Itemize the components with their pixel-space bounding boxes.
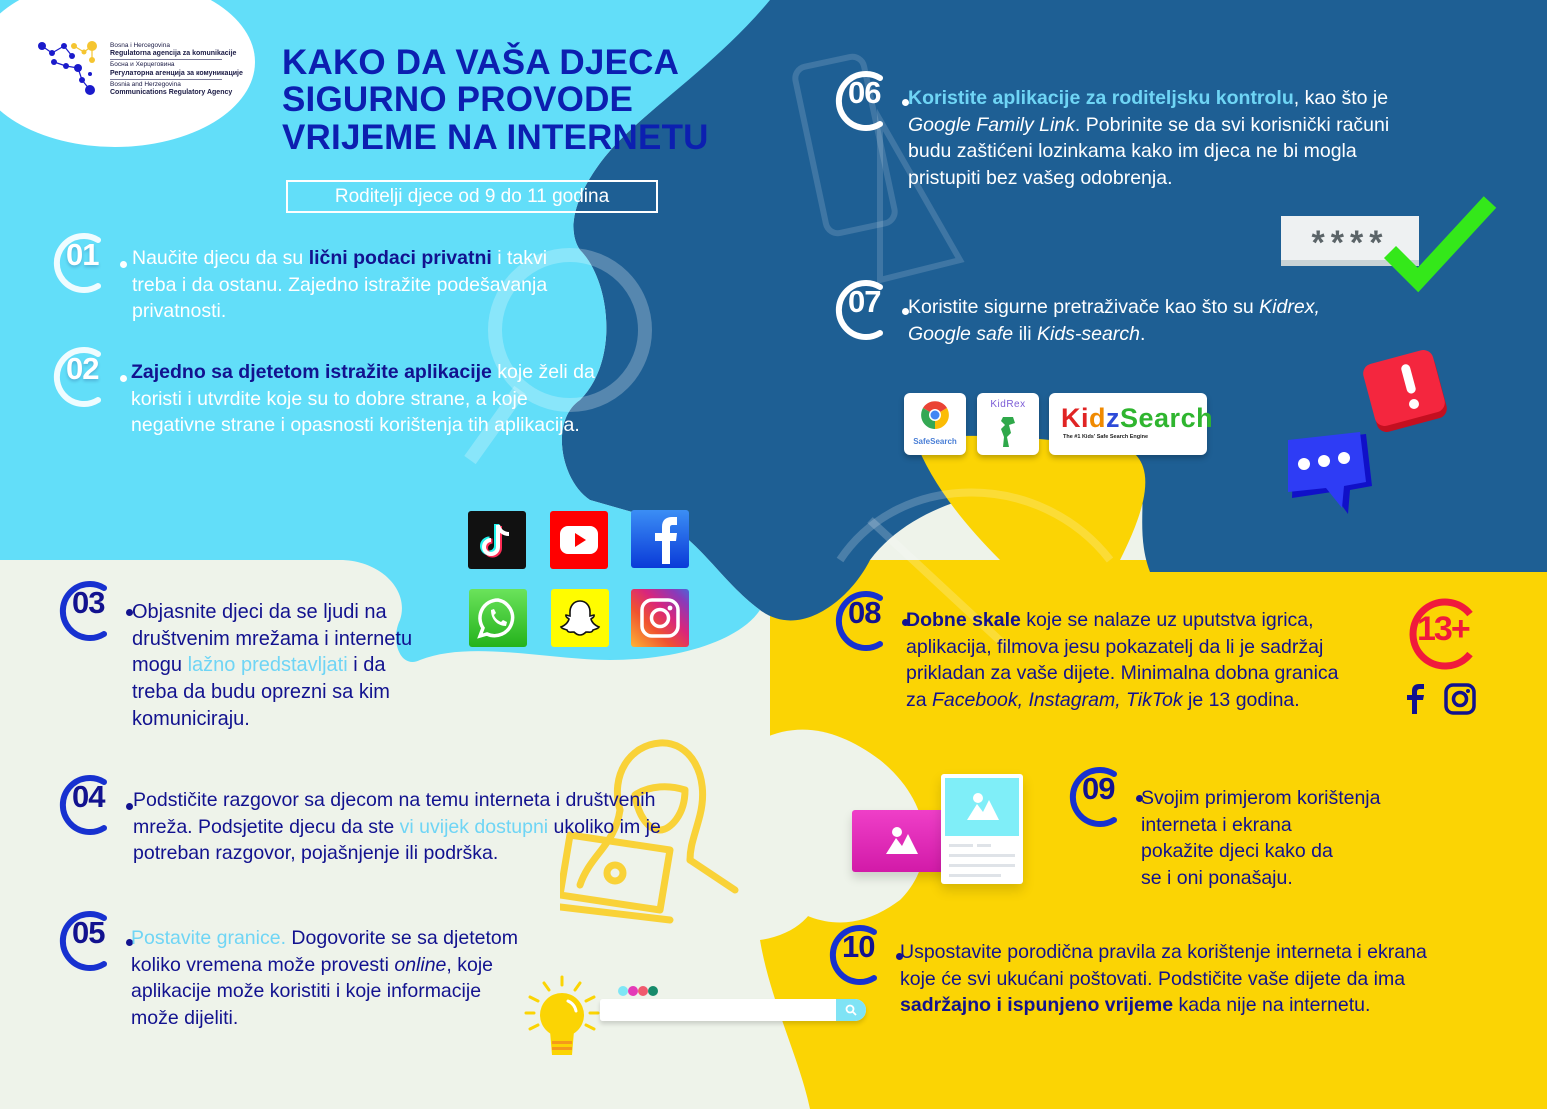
tip-09-line-2: interneta i ekrana: [1141, 813, 1292, 836]
article-image-card: [941, 774, 1023, 884]
logo-line-4: Регулаторна агенција за комуникације: [110, 69, 243, 77]
tip-05-text-b: Dogovorite se sa djetetom koliko vremena može provesti: [131, 927, 518, 976]
tip-08-number: 08: [848, 595, 881, 630]
tip-04-text: [133, 787, 707, 867]
tip-01-number: 01: [66, 237, 99, 272]
tip-03-number-badge: [52, 576, 132, 646]
tip-05-number-badge: [52, 906, 132, 976]
tip-08-text-d: je 13 godina.: [1182, 689, 1300, 712]
title-line-1: KAKO DA VAŠA DJECA: [282, 43, 680, 82]
kidzsearch-card: [1049, 393, 1214, 455]
tip-10-highlight: sadržajno i ispunjeno vrijeme: [900, 994, 1174, 1017]
red-alert-icon: [1360, 350, 1460, 440]
logo-line-6: Communications Regulatory Agency: [110, 89, 233, 97]
tip-07-text-e: .: [1139, 322, 1146, 345]
image-mountain-icon: [965, 790, 1001, 822]
tip-08-highlight: Dobne skale: [906, 609, 1021, 631]
number-dot: [126, 803, 133, 810]
age-13-plus-badge: [1400, 594, 1486, 674]
number-dot: [120, 261, 127, 268]
search-bar-illustration: [600, 999, 866, 1021]
tip-06-text: [908, 85, 1408, 192]
tip-03-text-c: i da treba da budu oprezni sa kim komuniciraju.: [132, 654, 390, 730]
tiktok-app-icon: [468, 511, 526, 569]
tip-06-italic: Google Family Link: [908, 113, 1075, 136]
image-mountain-icon: [884, 824, 920, 856]
tip-04-number: 04: [72, 779, 105, 814]
tip-09-line-3: pokažite djeci kako da: [1141, 840, 1333, 863]
tip-07-italic-1: Kidrex, Google safe: [908, 296, 1320, 345]
tip-10-text-a: Uspostavite porodična pravila za korištenje interneta i ekrana koje će svi ukućani poštovati. Podstičite vaše dijete da ima: [900, 941, 1427, 990]
facebook-app-icon: [631, 510, 689, 568]
tip-09-number-badge: [1062, 762, 1142, 832]
chrome-logo-icon: [921, 401, 949, 429]
tip-02-highlight: Zajedno sa djetetom istražite aplikacije: [131, 361, 492, 383]
instagram-outline-icon: [1443, 682, 1477, 716]
green-checkmark-icon: [1380, 190, 1500, 295]
youtube-app-icon: [550, 511, 608, 569]
tip-02-number-badge: [46, 342, 126, 412]
facebook-f-icon: [1405, 682, 1427, 714]
tip-08-italic: Facebook, Instagram, TikTok: [932, 689, 1183, 712]
tip-06-number: 06: [848, 75, 881, 110]
search-icon: [836, 999, 866, 1021]
tip-06-text-d: . Pobrinite se da svi korisnički računi budu zaštićeni lozinkama kako im djeca ne bi mogla pristupiti bez vašeg odobrenja.: [908, 113, 1390, 190]
cra-logo: [34, 38, 264, 98]
kidzsearch-logo: KidzSearch: [1061, 403, 1214, 433]
tip-03-text: [132, 599, 422, 733]
kidrex-label: KidRex: [990, 399, 1026, 410]
kidrex-card: [977, 393, 1039, 455]
network-dots-logo-icon: [34, 38, 114, 98]
tip-02-text-b: koje želi da koristi i utvrdite koje su to dobre strane, a koje negativne strane i opasnosti korištenja tih aplikacija.: [131, 361, 595, 437]
logo-line-2: Regulatorna agencija za komunikacije: [110, 50, 237, 58]
tip-04-number-badge: [52, 770, 132, 840]
tip-09-line-4: se i oni ponašaju.: [1141, 867, 1293, 890]
tip-10-number-badge: [822, 920, 902, 990]
tip-02-text: [131, 359, 609, 439]
tip-05-number: 05: [72, 915, 105, 950]
tip-07-number-badge: [828, 275, 908, 345]
tip-01-highlight: lični podaci privatni: [308, 247, 492, 269]
color-dots-decoration: [618, 986, 663, 996]
logo-divider: [110, 59, 222, 60]
audience-subtitle: Roditelji djece od 9 do 11 godina: [286, 180, 658, 213]
kidrex-dino-icon: [999, 415, 1017, 449]
tip-04-text-a: Podstičite razgovor sa djecom na temu interneta i društvenih mreža. Podsjetite djecu da ste: [133, 789, 656, 838]
chat-bubble-icon: [1284, 428, 1379, 518]
tip-02-number: 02: [66, 351, 99, 386]
tip-03-highlight: lažno predstavljati: [187, 654, 348, 677]
title-line-2: SIGURNO PROVODE: [282, 80, 634, 120]
tip-05-highlight: Postavite granice.: [131, 927, 287, 949]
logo-line-3: Босна и Херцеговина: [110, 61, 175, 69]
tip-03-text-a: Objasnite djeci da se ljudi na društvenim mrežama i internetu mogu: [132, 601, 413, 677]
tip-08-text-b: koje se nalaze uz uputstva igrica, aplikacija, filmova jesu pokazatelj da li je sadržaj prikladan za vaše dijete. Minimalna dobna granica za: [906, 609, 1339, 712]
tip-08-number-badge: [828, 586, 908, 656]
tip-05-text-d: , koje aplikacije može koristiti i koje informacije može dijeliti.: [131, 953, 494, 1030]
safesearch-label: SafeSearch: [913, 437, 957, 446]
safesearch-card: [904, 393, 966, 455]
tip-09-text: [1141, 785, 1461, 892]
tip-05-italic: online: [394, 953, 447, 976]
tip-09-number: 09: [1082, 771, 1115, 806]
pink-image-card: [852, 810, 950, 872]
snapchat-app-icon: [551, 589, 609, 647]
logo-line-5: Bosnia and Herzegovina: [110, 80, 181, 88]
tip-07-text-a: Koristite sigurne pretraživače kao što su: [908, 296, 1260, 318]
tip-04-highlight: vi uvijek dostupni: [399, 815, 549, 838]
tip-10-text-c: kada nije na internetu.: [1173, 994, 1371, 1017]
kidzsearch-tagline: The #1 Kids' Safe Search Engine: [1063, 434, 1149, 440]
page-title: [282, 44, 742, 156]
tip-09-line-1: Svojim primjerom korištenja: [1141, 787, 1381, 809]
tip-06-number-badge: [828, 66, 908, 136]
logo-line-1: Bosna i Hercegovina: [110, 42, 170, 49]
tip-01-text: [132, 245, 582, 325]
number-dot: [120, 375, 127, 382]
logo-divider: [110, 79, 222, 80]
whatsapp-app-icon: [469, 589, 527, 647]
tip-07-text: [908, 294, 1328, 347]
tip-08-text: [906, 607, 1346, 714]
instagram-app-icon: [631, 589, 689, 647]
tip-07-text-c: ili: [1013, 322, 1037, 345]
tip-04-text-c: ukoliko im je potreban razgovor, pojašnjenje ili podrška.: [133, 815, 661, 865]
tip-10-number: 10: [842, 929, 875, 964]
article-image-area: [945, 778, 1019, 836]
tip-07-number: 07: [848, 284, 881, 319]
tip-05-text: [131, 925, 519, 1032]
tip-03-number: 03: [72, 585, 105, 620]
tip-01-text-c: i takvi treba i da ostanu. Zajedno istražite podešavanja privatnosti.: [132, 247, 548, 323]
tip-06-text-b: , kao što je: [1293, 87, 1389, 109]
tip-06-highlight: Koristite aplikacije za roditeljsku kontrolu: [908, 87, 1294, 109]
tip-07-italic-2: Kids-search: [1037, 322, 1140, 345]
logo-text: [110, 42, 243, 97]
lightbulb-icon: [522, 975, 612, 1070]
tip-01-text-a: Naučite djecu da su: [132, 247, 309, 269]
tip-10-text: [900, 939, 1460, 1019]
title-line-3: VRIJEME NA INTERNETU: [282, 117, 709, 157]
tip-01-number-badge: [46, 228, 126, 298]
age-label: 13+: [1417, 610, 1469, 648]
password-mask: ****: [1311, 224, 1389, 262]
